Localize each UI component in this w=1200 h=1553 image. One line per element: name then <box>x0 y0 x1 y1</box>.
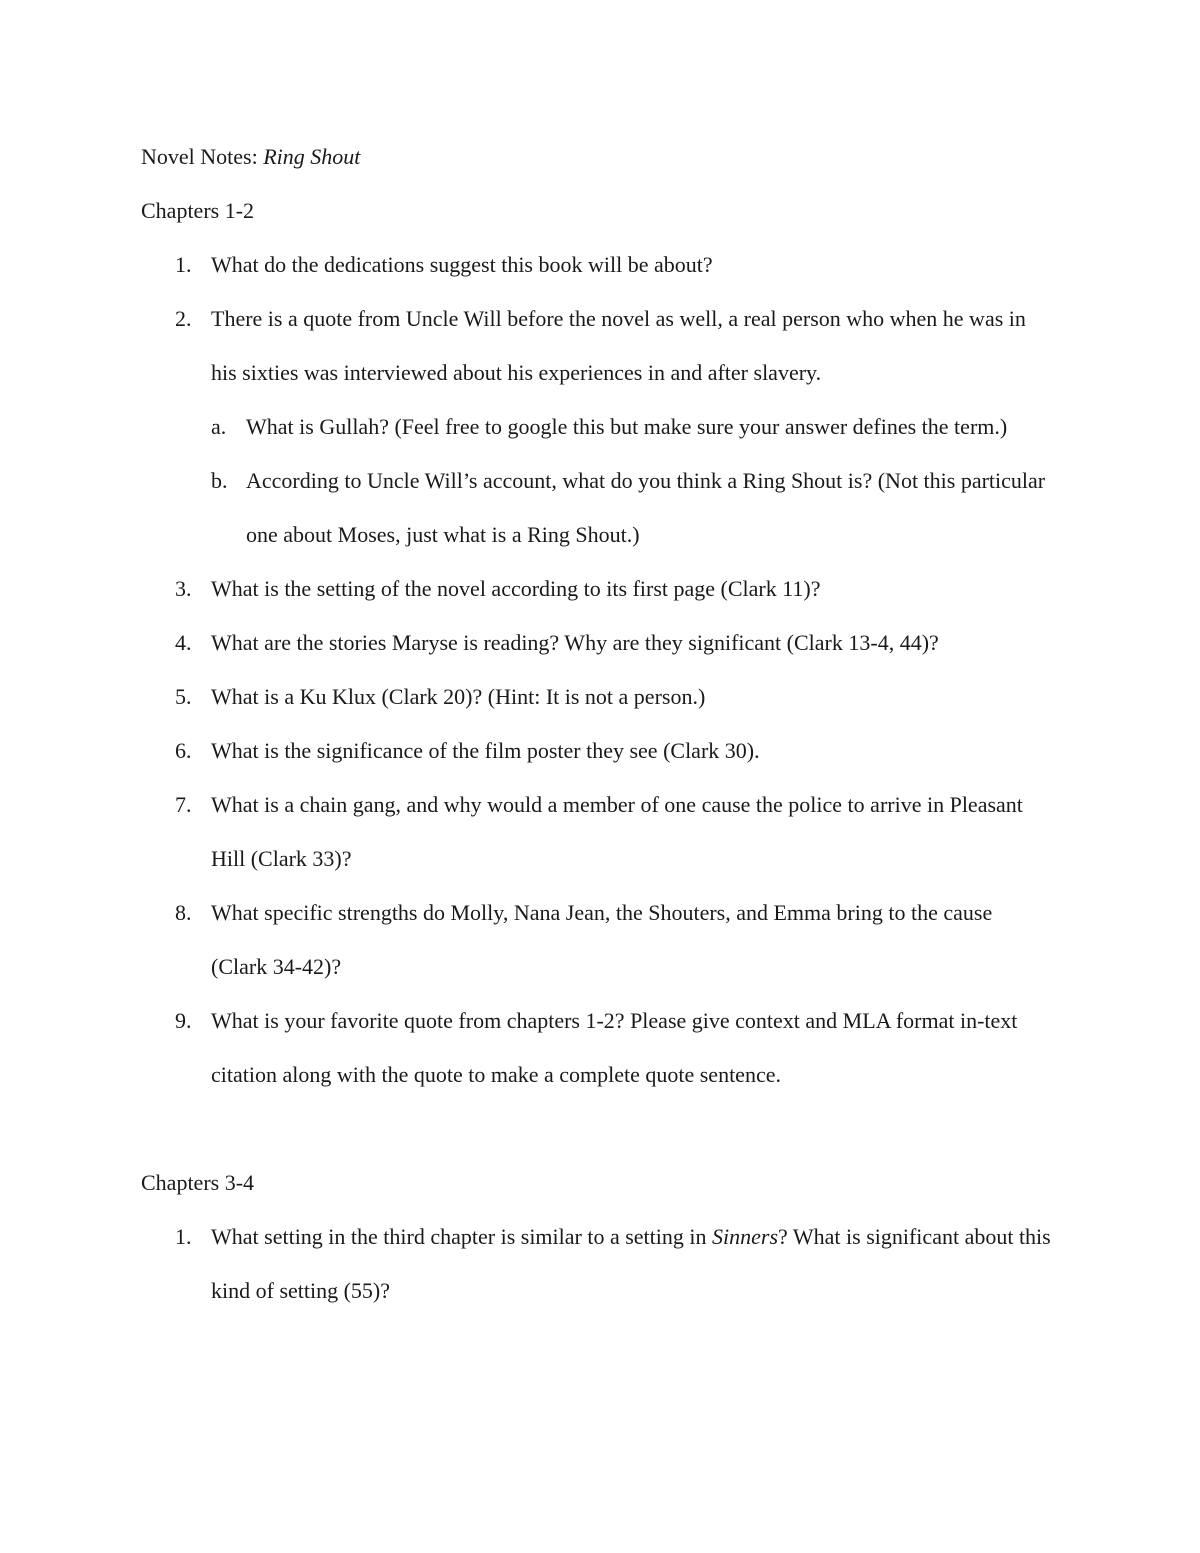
sub-question-letter: b. <box>211 468 228 493</box>
film-title: Sinners <box>712 1224 779 1249</box>
question-item <box>141 724 1051 778</box>
question-text: What is the significance of the film poster they see (Clark 30). <box>211 738 760 763</box>
question-text: What is your favorite quote from chapters 1-2? Please give context and MLA format in-text citation along with the quote to make a complete quote sentence. <box>211 1008 1018 1087</box>
section-heading: Chapters 3-4 <box>141 1170 255 1195</box>
question-text: What is a chain gang, and why would a member of one cause the police to arrive in Pleasant Hill (Clark 33)? <box>211 792 1023 871</box>
question-number: 3. <box>175 576 192 601</box>
title-book-name: Ring Shout <box>263 144 361 169</box>
question-item <box>141 778 1051 886</box>
question-text: What are the stories Maryse is reading? Why are they significant (Clark 13-4, 44)? <box>211 630 939 655</box>
question-item <box>141 1210 1051 1318</box>
question-number: 6. <box>175 738 192 763</box>
question-text-end: ? What is significant about this kind of setting (55)? <box>211 1224 1051 1303</box>
question-text: There is a quote from Uncle Will before the novel as well, a real person who when he was in his sixties was interviewed about his experiences in and after slavery. <box>211 306 1026 385</box>
sub-question-text: What is Gullah? (Feel free to google this but make sure your answer defines the term.) <box>246 414 1008 439</box>
section-heading: Chapters 1-2 <box>141 198 255 223</box>
question-text <box>211 1224 1051 1303</box>
question-text: What is the setting of the novel according to its first page (Clark 11)? <box>211 576 821 601</box>
question-text-start: What setting in the third chapter is similar to a setting in <box>211 1224 713 1249</box>
question-item <box>141 562 1051 616</box>
question-number: 2. <box>175 306 192 331</box>
title-prefix: Novel Notes: <box>141 144 264 169</box>
question-item <box>141 238 1051 292</box>
question-number: 7. <box>175 792 192 817</box>
sub-question-item <box>141 400 1051 454</box>
question-item <box>141 886 1051 994</box>
question-item <box>141 670 1051 724</box>
question-item <box>141 292 1051 400</box>
sub-question-item <box>141 454 1051 562</box>
document-title <box>141 130 1051 184</box>
document-body <box>141 130 1051 1318</box>
question-text: What specific strengths do Molly, Nana Jean, the Shouters, and Emma bring to the cause (Clark 34-42)? <box>211 900 993 979</box>
question-item <box>141 994 1051 1102</box>
question-item <box>141 616 1051 670</box>
question-number: 8. <box>175 900 192 925</box>
question-number: 9. <box>175 1008 192 1033</box>
question-number: 4. <box>175 630 192 655</box>
question-text: What do the dedications suggest this book will be about? <box>211 252 713 277</box>
question-number: 1. <box>175 1224 192 1249</box>
sub-question-text: According to Uncle Will’s account, what do you think a Ring Shout is? (Not this particular one about Moses, just what is a Ring Shout.) <box>246 468 1046 547</box>
sub-question-letter: a. <box>211 414 227 439</box>
question-number: 5. <box>175 684 192 709</box>
question-number: 1. <box>175 252 192 277</box>
question-text: What is a Ku Klux (Clark 20)? (Hint: It is not a person.) <box>211 684 706 709</box>
